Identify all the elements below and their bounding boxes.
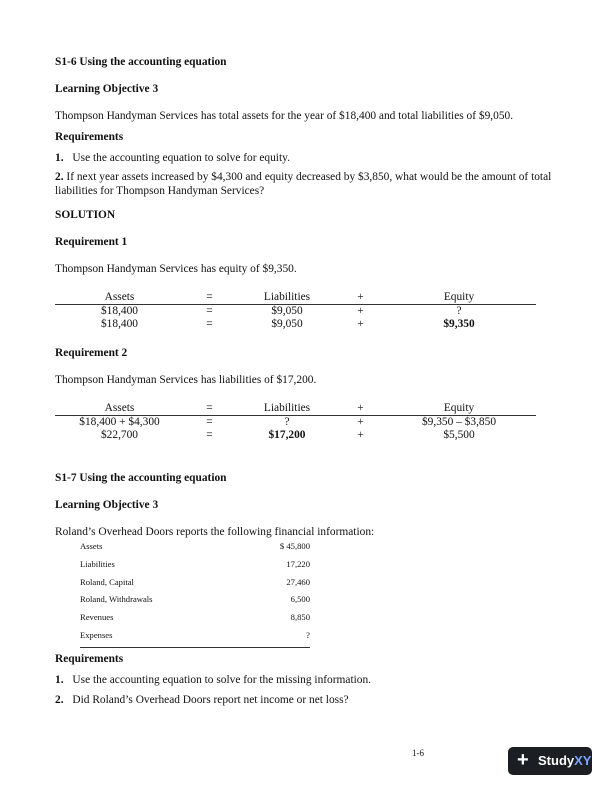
row-value: 17,220 (286, 558, 310, 569)
equity-cell: $5,500 (443, 429, 475, 441)
row-label: Roland, Capital (80, 576, 134, 587)
equals-sign: = (206, 318, 213, 330)
s16-intro: Thompson Handyman Services has total assets for the year of $18,400 and total liabilities of $9,050. (55, 110, 514, 122)
equals-sign: = (184, 291, 235, 305)
s17-title: S1-7 Using the accounting equation (55, 472, 227, 484)
s16-req2-heading: Requirement 2 (55, 347, 128, 359)
row-label: Expenses (80, 629, 230, 647)
plus-sign: + (357, 416, 364, 428)
table-row (80, 593, 310, 611)
s17-requirements-heading: Requirements (55, 653, 124, 665)
liabilities-cell: $9,050 (271, 318, 303, 330)
s16-objective: Learning Objective 3 (55, 83, 159, 95)
table-row (55, 318, 536, 331)
row-label: Roland, Withdrawals (80, 594, 153, 605)
table-row (80, 576, 310, 594)
equals-sign: = (206, 305, 213, 317)
s16-solution-heading: SOLUTION (55, 209, 116, 221)
assets-header: Assets (55, 291, 184, 305)
s16-req2-text: If next year assets increased by $4,300 and equity decreased by $3,850, what would be the amount of total liabilities for Thompson Handyman Services? (55, 171, 552, 197)
row-value: 6,500 (290, 594, 310, 605)
s17-req2-number: 2. (55, 694, 64, 706)
s16-req2 (55, 170, 555, 198)
table-row (80, 540, 310, 558)
s17-req1-text: Use the accounting equation to solve for the missing information. (72, 674, 372, 686)
equity-answer-cell: $9,350 (443, 318, 475, 330)
s16-equation-table-1 (55, 291, 536, 331)
assets-cell: $18,400 + $4,300 (79, 416, 160, 428)
s17-req2-text: Did Roland’s Overhead Doors report net income or net loss? (72, 694, 349, 706)
liabilities-cell: ? (284, 416, 290, 428)
liabilities-answer-cell: $17,200 (268, 429, 306, 441)
s17-req1-number: 1. (55, 674, 64, 686)
row-value: 27,460 (286, 576, 310, 587)
equity-cell: $9,350 – $3,850 (421, 416, 497, 428)
liabilities-cell: $9,050 (271, 305, 303, 317)
assets-cell: $18,400 (100, 318, 139, 330)
plus-sign: + (357, 318, 364, 330)
assets-cell: $22,700 (100, 429, 139, 441)
row-label: Liabilities (80, 558, 115, 569)
plus-sign: + (357, 305, 364, 317)
assets-cell: $18,400 (100, 305, 139, 317)
row-value: ? (230, 629, 310, 647)
s17-financial-table (80, 540, 310, 648)
plus-icon: + (517, 749, 529, 771)
row-value: 8,850 (290, 612, 310, 623)
s16-equation-table-2 (55, 402, 536, 442)
s16-title: S1-6 Using the accounting equation (55, 56, 227, 68)
table-header-row (55, 291, 536, 305)
s16-req2-number: 2. (55, 171, 64, 183)
s17-objective: Learning Objective 3 (55, 499, 159, 511)
page-number: 1-6 (412, 748, 424, 758)
studyxy-logo (538, 753, 591, 768)
plus-sign: + (339, 402, 382, 416)
studyxy-badge[interactable] (508, 747, 592, 775)
brand-study: Study (538, 753, 575, 768)
table-row (80, 629, 310, 647)
s16-req2-answer: Thompson Handyman Services has liabilities of $17,200. (55, 374, 317, 386)
s16-req1 (55, 152, 290, 164)
row-label: Revenues (80, 612, 114, 623)
liabilities-header: Liabilities (235, 402, 339, 416)
liabilities-header: Liabilities (235, 291, 339, 305)
plus-sign: + (339, 291, 382, 305)
s16-req1-text: Use the accounting equation to solve for equity. (72, 152, 290, 164)
equity-header: Equity (382, 402, 536, 416)
s17-req2 (55, 694, 349, 706)
s16-req1-heading: Requirement 1 (55, 236, 128, 248)
s16-requirements-heading: Requirements (55, 131, 124, 143)
brand-xy: XY (574, 753, 592, 768)
table-row (80, 611, 310, 629)
equals-sign: = (184, 402, 235, 416)
table-row (55, 416, 536, 430)
equals-sign: = (206, 429, 213, 441)
table-row (55, 429, 536, 442)
table-row (55, 305, 536, 319)
table-header-row (55, 402, 536, 416)
row-value: $ 45,800 (279, 541, 310, 551)
s16-req1-number: 1. (55, 152, 64, 164)
equals-sign: = (206, 416, 213, 428)
equity-cell: ? (456, 305, 462, 317)
equity-header: Equity (382, 291, 536, 305)
row-label: Assets (80, 541, 103, 551)
table-row (80, 558, 310, 576)
assets-header: Assets (55, 402, 184, 416)
s17-req1 (55, 674, 371, 686)
plus-sign: + (357, 429, 364, 441)
s16-req1-answer: Thompson Handyman Services has equity of $9,350. (55, 263, 297, 275)
s17-intro: Roland’s Overhead Doors reports the following financial information: (55, 526, 375, 538)
